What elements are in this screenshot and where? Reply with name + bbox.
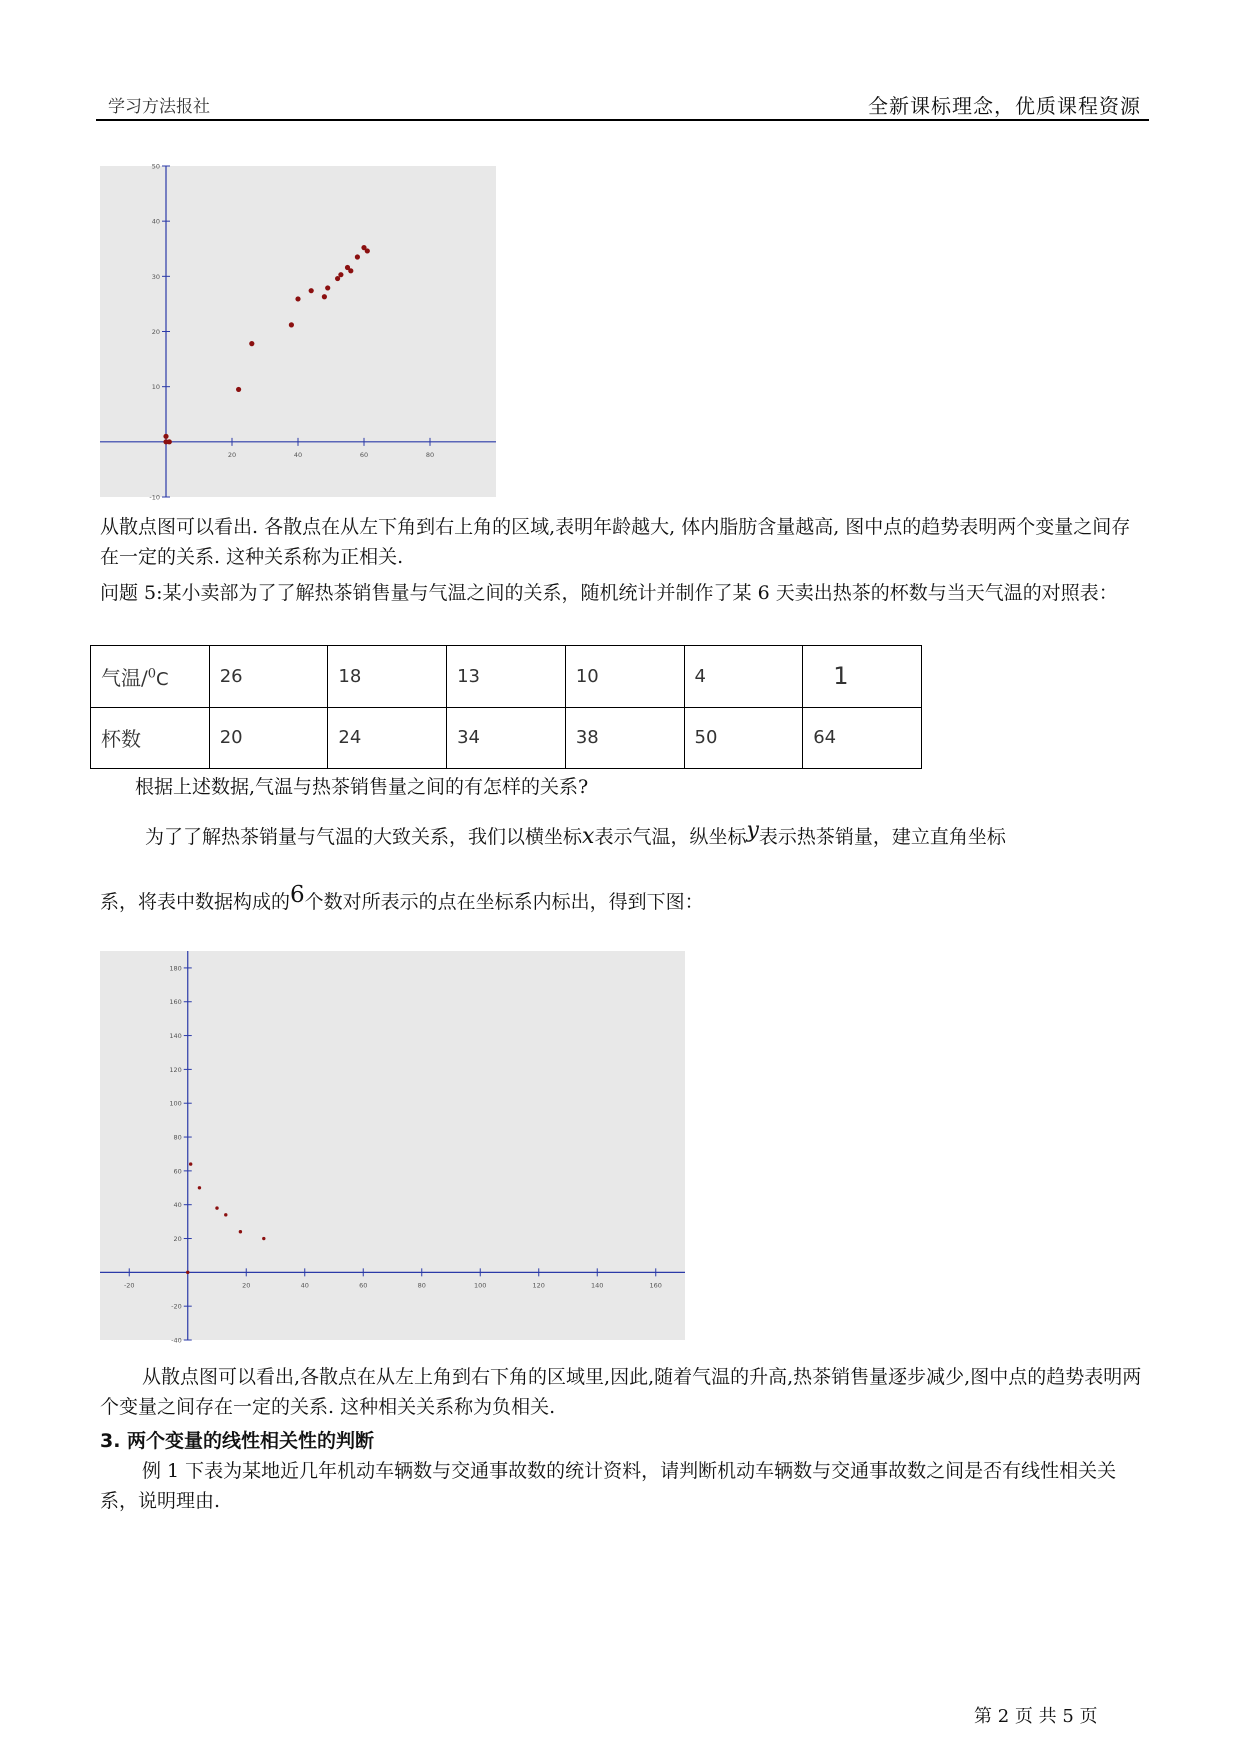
data-point [322,294,327,299]
y-tick-label: 120 [169,1065,182,1074]
paragraph-coordinate-setup: 为了了解热茶销量与气温的大致关系，我们以横坐标x表示气温，纵坐标y表示热茶销量，建立直角坐标 [145,818,1006,849]
table-cell: 64 [803,707,922,769]
data-point [289,322,294,327]
data-point [338,272,343,277]
paragraph-plot-points: 系，将表中数据构成的6个数对所表示的点在坐标系内标出，得到下图： [100,882,704,913]
data-point [167,439,172,444]
y-tick-label: 180 [169,964,182,973]
data-point [198,1186,201,1189]
table-cell: 18 [328,646,447,708]
y-tick-label: 140 [169,1032,182,1041]
table-cell: 10 [565,646,684,708]
table-cell: 13 [447,646,566,708]
y-tick-label: 50 [151,162,160,171]
table-cell: 38 [565,707,684,769]
x-tick-label: 40 [293,450,303,459]
y-tick-label: 60 [173,1167,182,1176]
y-tick-label: 80 [173,1133,182,1142]
paragraph-problem-5: 问题 5:某小卖部为了了解热茶销售量与气温之间的关系，随机统计并制作了某 6 天卖出热茶的杯数与当天气温的对照表： [100,582,1118,604]
data-point [249,341,254,346]
data-point [239,1230,242,1233]
data-point [309,288,314,293]
table-cell: 24 [328,707,447,769]
y-tick-label: 160 [169,998,182,1007]
paragraph-question: 根据上述数据,气温与热茶销售量之间的有怎样的关系? [135,776,589,798]
x-tick-label: 80 [425,450,435,459]
header-rule [96,119,1149,121]
x-tick-label: 140 [591,1281,604,1290]
y-tick-label: -10 [149,493,160,502]
row-label-temperature: 气温/$^0$C [91,646,210,708]
data-point [189,1162,192,1165]
x-tick-label: 60 [359,1281,368,1290]
page-number: 第 2 页 共 5 页 [974,1706,1098,1727]
y-tick-label: 10 [151,383,160,392]
x-tick-label: 20 [242,1281,251,1290]
paragraph-negative-correlation: 从散点图可以看出,各散点在从左上角到右下角的区域里,因此,随着气温的升高,热茶销售量逐步减少,图中点的趋势表明两个变量之间存在一定的关系. 这种相关关系称为负相关. [100,1366,1142,1418]
data-point [355,254,360,259]
x-tick-label: 60 [359,450,369,459]
header-slogan: 全新课标理念，优质课程资源 [868,94,1141,118]
x-tick-label: -20 [123,1281,135,1290]
x-tick-label: 20 [227,450,237,459]
data-point [163,434,168,439]
data-point [215,1206,218,1209]
data-point [325,285,330,290]
data-point [186,1271,189,1274]
y-tick-label: 40 [173,1201,182,1210]
y-tick-label: 40 [151,217,160,226]
x-tick-label: 160 [649,1281,662,1290]
scatter-chart-age-fat [100,162,496,502]
y-tick-label: 20 [151,328,160,336]
y-tick-label: 30 [151,272,160,281]
table-cell: 20 [209,707,328,769]
data-point [262,1237,265,1240]
x-tick-label: 40 [300,1281,309,1290]
table-cell: 1 [803,646,922,708]
table-cell: 50 [684,707,803,769]
y-tick-label: 20 [173,1235,182,1244]
temperature-sales-table [90,645,922,769]
publisher-name: 学习方法报社 [108,97,210,117]
x-tick-label: 80 [417,1281,426,1290]
table-cell: 34 [447,707,566,769]
data-point [236,387,241,392]
y-tick-label: -20 [171,1302,182,1311]
table-row [91,707,922,769]
data-point [224,1213,227,1216]
x-tick-label: 120 [532,1281,545,1290]
table-cell: 26 [209,646,328,708]
section-heading: 3. 两个变量的线性相关性的判断 [100,1430,375,1452]
table-cell: 4 [684,646,803,708]
row-label-cups: 杯数 [91,707,210,769]
scatter-chart-temperature-sales [100,951,685,1345]
data-point [348,268,353,273]
data-point [295,296,300,301]
table-row [91,646,922,708]
x-tick-label: 100 [474,1281,487,1290]
paragraph-example-1: 例 1 下表为某地近几年机动车辆数与交通事故数的统计资料，请判断机动车辆数与交通事故数之间是否有线性相关关系，说明理由. [100,1460,1117,1512]
y-tick-label: 100 [169,1099,182,1108]
paragraph-positive-correlation: 从散点图可以看出. 各散点在从左下角到右上角的区域,表明年龄越大, 体内脂肪含量越高, 图中点的趋势表明两个变量之间存在一定的关系. 这种关系称为正相关. [100,516,1131,568]
data-point [365,248,370,253]
y-tick-label: -40 [171,1336,182,1345]
